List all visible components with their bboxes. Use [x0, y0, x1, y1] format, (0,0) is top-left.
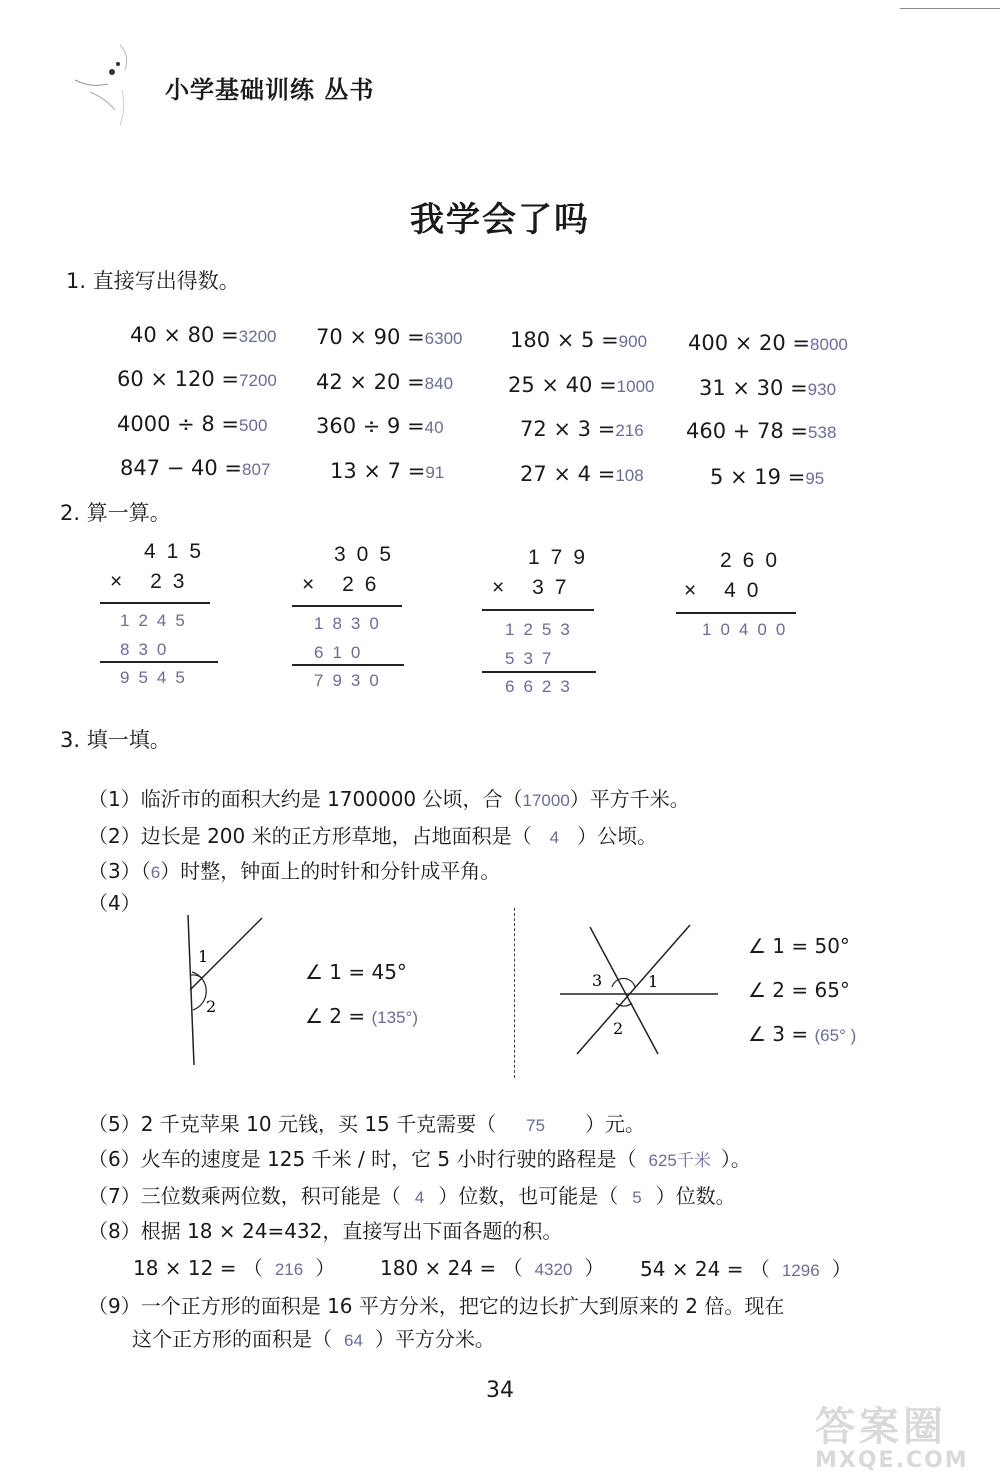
angle-figure-1 [170, 910, 280, 1070]
fill-question-9-line1: （9）一个正方形的面积是 16 平方分米，把它的边长扩大到原来的 2 倍。现在 [88, 1294, 785, 1318]
vertical-top: 305 [334, 543, 403, 566]
angle-2-value: ∠ 2 = (135°) [305, 1004, 418, 1028]
oral-item: 360 ÷ 9 =40 [316, 414, 444, 438]
partial-product: 610 [314, 643, 370, 662]
fill-question-1: （1）临沂市的面积大约是 1700000 公顷，合（17000）平方千米。 [88, 787, 690, 811]
angle-3-value: ∠ 3 = (65° ) [748, 1022, 857, 1046]
vertical-multiplier: × 26 [302, 573, 388, 596]
vertical-rule [676, 612, 796, 614]
partial-product: 830 [120, 640, 176, 659]
angle-2-value: ∠ 2 = 65° [748, 978, 850, 1002]
oral-item: 72 × 3 =216 [520, 417, 644, 441]
vertical-result: 10400 [702, 620, 795, 639]
oral-item: 13 × 7 =91 [330, 459, 445, 483]
watermark-url: MXQE.COM [815, 1448, 969, 1473]
vertical-rule [100, 602, 210, 604]
fill-question-8: （8）根据 18 × 24=432，直接写出下面各题的积。 [88, 1219, 563, 1243]
angle-1-value: ∠ 1 = 50° [748, 934, 850, 958]
partial-product: 1830 [314, 614, 388, 633]
oral-item: 180 × 5 =900 [510, 328, 648, 352]
section3-heading: 3. 填一填。 [60, 728, 171, 752]
vertical-top: 415 [144, 540, 213, 563]
vertical-rule [482, 671, 596, 673]
vertical-rule [292, 605, 402, 607]
vertical-top: 260 [720, 549, 789, 572]
vertical-top: 179 [528, 546, 597, 569]
oral-item: 27 × 4 =108 [520, 462, 644, 486]
fill-question-5: （5）2 千克苹果 10 元钱，买 15 千克需要（ 75 ）元。 [88, 1112, 646, 1136]
oral-item: 31 × 30 =930 [699, 376, 837, 400]
fill-question-2: （2）边长是 200 米的正方形草地，占地面积是（ 4 ）公顷。 [88, 824, 658, 848]
top-rule [900, 8, 1000, 9]
vertical-multiplier: × 37 [492, 576, 578, 599]
oral-item: 25 × 40 =1000 [508, 373, 655, 397]
oral-item: 4000 ÷ 8 =500 [117, 412, 268, 436]
fill-question-4-label: （4） [88, 891, 141, 915]
fill-question-3: （3）（6）时整，钟面上的时针和分针成平角。 [88, 859, 501, 883]
angle-figure-2 [555, 920, 725, 1060]
vertical-multiplier: × 40 [684, 579, 770, 602]
oral-item: 460 + 78 =538 [686, 419, 837, 443]
vertical-rule [482, 609, 594, 611]
section2-heading: 2. 算一算。 [60, 501, 171, 525]
partial-product: 537 [505, 649, 561, 668]
page-title: 我学会了吗 [410, 200, 590, 240]
product-item: 18 × 12 = （ 216 ） [133, 1256, 336, 1280]
vertical-result: 6623 [505, 677, 579, 696]
oral-item: 42 × 20 =840 [316, 370, 454, 394]
oral-item: 400 × 20 =8000 [688, 331, 848, 355]
angle-label: 2 [206, 997, 217, 1016]
series-title: 小学基础训练 丛书 [165, 76, 375, 104]
vertical-multiplier: × 23 [110, 570, 196, 593]
oral-item: 70 × 90 =6300 [316, 325, 463, 349]
page-number: 34 [486, 1378, 514, 1403]
figure-divider [514, 908, 515, 1078]
fill-question-7: （7）三位数乘两位数，积可能是（ 4 ）位数，也可能是（ 5 ）位数。 [88, 1184, 736, 1208]
oral-item: 5 × 19 =95 [710, 465, 825, 489]
product-item: 180 × 24 = （ 4320 ） [380, 1256, 605, 1280]
watermark [815, 1395, 995, 1473]
partial-product: 1253 [505, 620, 579, 639]
angle-label: 1 [648, 972, 659, 991]
angle-label: 2 [613, 1019, 624, 1038]
fill-question-9-line2: 这个正方形的面积是（ 64 ）平方分米。 [132, 1327, 495, 1351]
angle-label: 3 [592, 971, 603, 990]
fill-question-6: （6）火车的速度是 125 千米 / 时，它 5 小时行驶的路程是（ 625千米 ）。 [88, 1147, 751, 1171]
angle-1-value: ∠ 1 = 45° [305, 960, 407, 984]
vertical-rule [100, 661, 218, 663]
oral-item: 847 − 40 =807 [120, 456, 271, 480]
vertical-result: 9545 [120, 668, 194, 687]
vertical-rule [292, 664, 404, 666]
vertical-result: 7930 [314, 671, 388, 690]
series-logo-icon [70, 40, 160, 130]
product-item: 54 × 24 = （ 1296 ） [640, 1257, 852, 1281]
oral-item: 40 × 80 =3200 [130, 323, 277, 347]
section1-heading: 1. 直接写出得数。 [66, 269, 240, 293]
oral-item: 60 × 120 =7200 [117, 367, 277, 391]
partial-product: 1245 [120, 611, 194, 630]
watermark-logo-text: 答案圈 [815, 1404, 947, 1450]
angle-label: 1 [198, 947, 209, 966]
